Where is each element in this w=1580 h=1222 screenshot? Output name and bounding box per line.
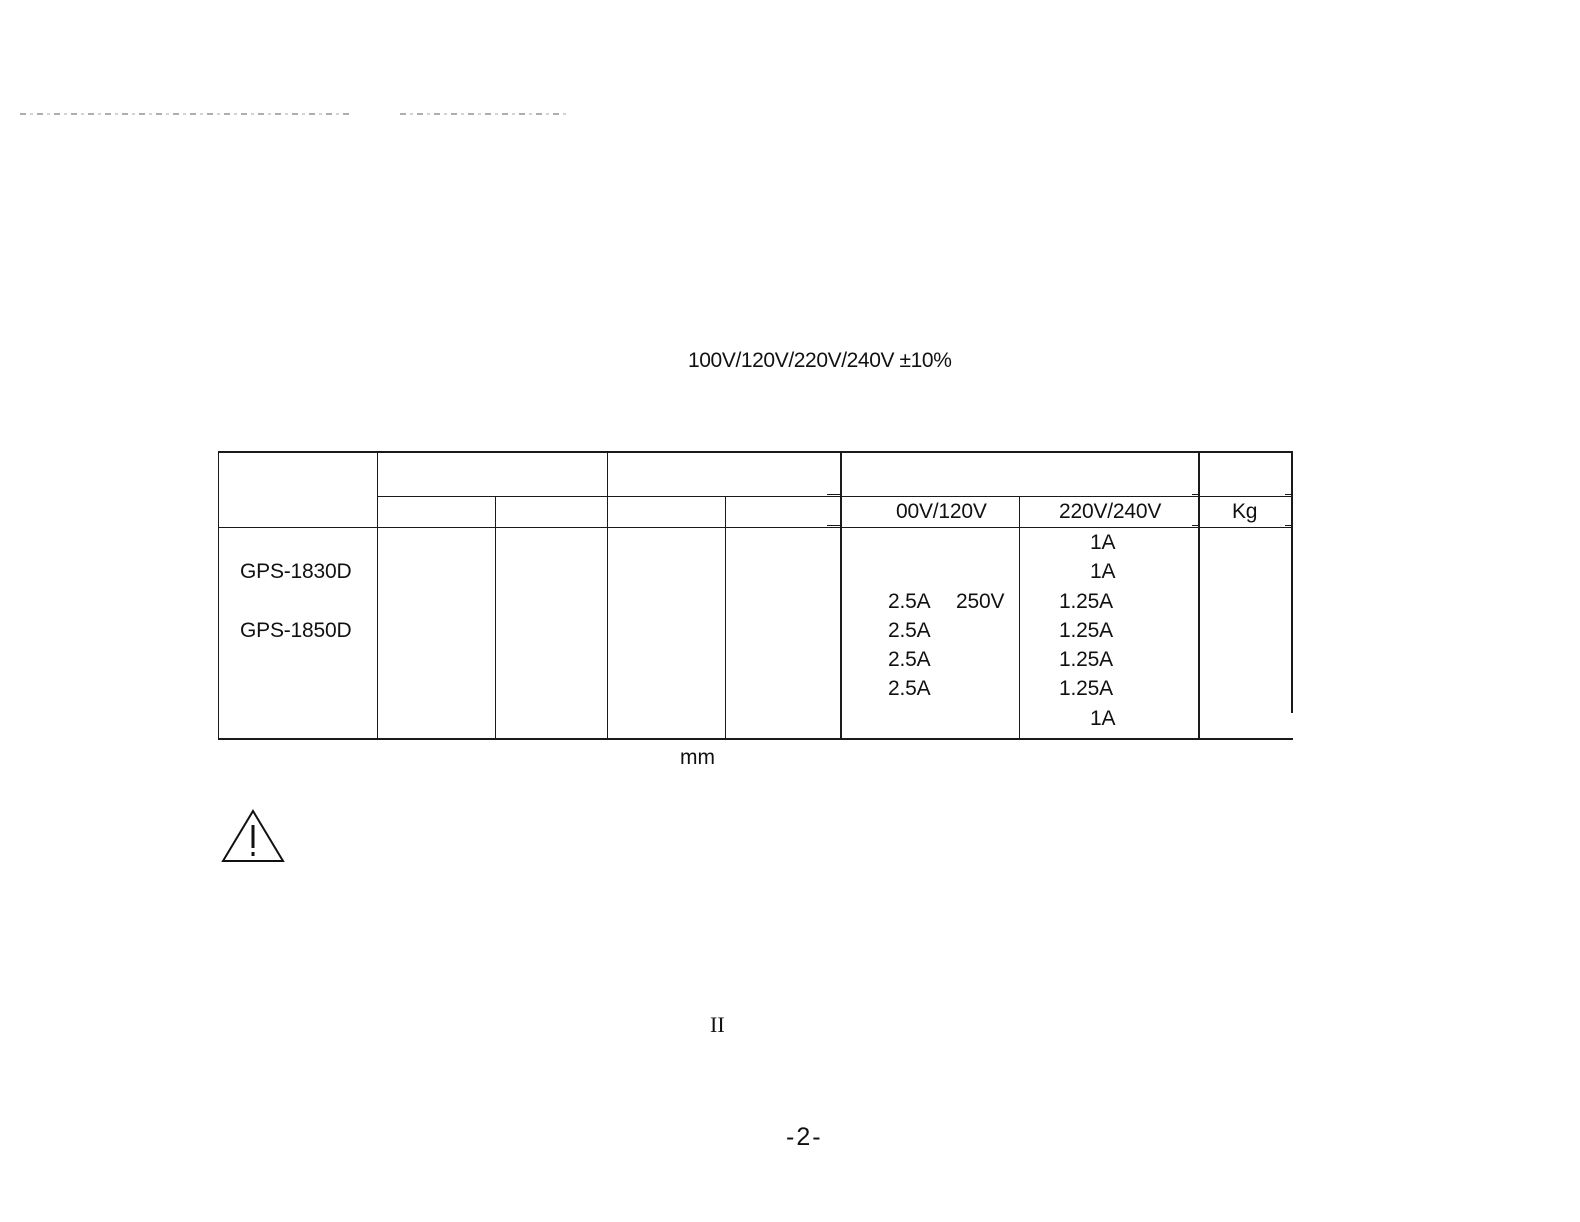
caution-triangle-icon: [220, 808, 286, 864]
fuse-high-row-5: 1.25A: [1059, 648, 1113, 671]
header-fuse-low-voltage: 00V/120V: [896, 500, 987, 523]
scan-artifact-right: [400, 113, 568, 115]
fuse-low-row-6: 2.5A: [888, 677, 931, 700]
scan-artifact-left: [20, 113, 350, 115]
fuse-low-row-4: 2.5A: [888, 619, 931, 642]
fuse-low-row-5: 2.5A: [888, 648, 931, 671]
page-number: -2-: [786, 1123, 823, 1151]
fuse-high-row-4: 1.25A: [1059, 619, 1113, 642]
fuse-rating: 250V: [956, 590, 1005, 613]
voltage-spec: 100V/120V/220V/240V ±10%: [688, 349, 952, 372]
fuse-high-row-7: 1A: [1090, 707, 1116, 730]
fuse-high-row-3: 1.25A: [1059, 590, 1113, 613]
model-gps-1830d: GPS-1830D: [240, 560, 352, 583]
insulation-class-label: II: [710, 1012, 725, 1037]
header-fuse-high-voltage: 220V/240V: [1059, 500, 1162, 523]
fuse-high-row-1: 1A: [1090, 531, 1116, 554]
dimension-unit: mm: [680, 746, 715, 769]
model-gps-1850d: GPS-1850D: [240, 619, 352, 642]
fuse-high-row-6: 1.25A: [1059, 677, 1113, 700]
fuse-low-row-3: 2.5A: [888, 590, 931, 613]
header-weight-unit: Kg: [1232, 500, 1258, 523]
fuse-high-row-2: 1A: [1090, 560, 1116, 583]
